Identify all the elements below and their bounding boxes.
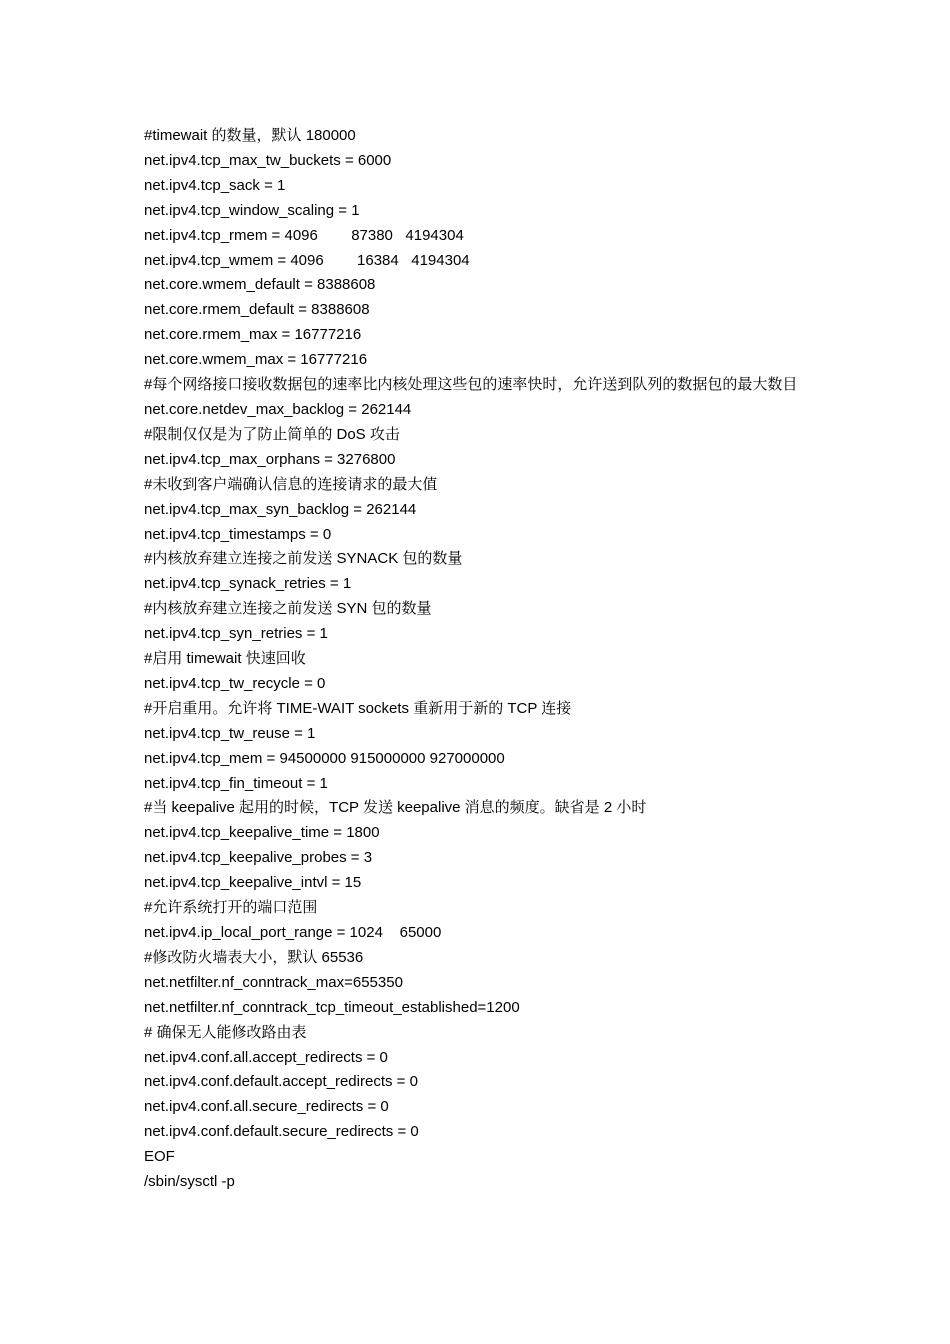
config-line: net.ipv4.tcp_sack = 1 — [144, 176, 286, 194]
config-line: net.ipv4.conf.default.accept_redirects = 0 — [144, 1073, 418, 1091]
config-line: net.core.rmem_default = 8388608 — [144, 301, 370, 319]
config-line: net.ipv4.tcp_keepalive_time = 1800 — [144, 824, 380, 842]
comment-line: #timewait 的数量，默认 180000 — [144, 127, 356, 144]
document-body — [144, 124, 816, 1195]
comment-line: # 确保无人能修改路由表 — [144, 1023, 307, 1041]
config-line: net.ipv4.tcp_fin_timeout = 1 — [144, 774, 328, 792]
comment-line: #限制仅仅是为了防止简单的 DoS 攻击 — [144, 425, 400, 443]
config-line: net.ipv4.conf.default.secure_redirects = 0 — [144, 1123, 419, 1141]
config-line: EOF — [144, 1148, 175, 1166]
config-line: net.ipv4.tcp_keepalive_probes = 3 — [144, 849, 373, 867]
config-line: net.ipv4.tcp_tw_recycle = 0 — [144, 674, 326, 692]
config-line: net.ipv4.tcp_max_syn_backlog = 262144 — [144, 500, 417, 518]
config-line: net.netfilter.nf_conntrack_max=655350 — [144, 973, 403, 991]
config-line: net.ipv4.conf.all.accept_redirects = 0 — [144, 1048, 388, 1066]
config-line: net.ipv4.tcp_syn_retries = 1 — [144, 625, 328, 643]
config-line: net.ipv4.tcp_rmem = 4096 87380 4194304 — [144, 226, 464, 244]
config-line: net.ipv4.tcp_window_scaling = 1 — [144, 201, 360, 219]
comment-line: #当 keepalive 起用的时候，TCP 发送 keepalive 消息的频度。缺省是 2 小时 — [144, 799, 647, 817]
config-line: net.ipv4.tcp_mem = 94500000 915000000 927000000 — [144, 749, 505, 767]
config-line: net.ipv4.tcp_synack_retries = 1 — [144, 575, 352, 593]
comment-line: #未收到客户端确认信息的连接请求的最大值 — [144, 475, 438, 493]
comment-line: #开启重用。允许将 TIME-WAIT sockets 重新用于新的 TCP 连接 — [144, 699, 572, 717]
comment-line: #启用 timewait 快速回收 — [144, 650, 306, 668]
config-line: net.ipv4.tcp_max_tw_buckets = 6000 — [144, 151, 392, 169]
comment-line: #每个网络接口接收数据包的速率比内核处理这些包的速率快时，允许送到队列的数据包的最大数目 — [144, 376, 798, 394]
config-line: net.ipv4.conf.all.secure_redirects = 0 — [144, 1098, 389, 1116]
config-line: net.ipv4.tcp_tw_reuse = 1 — [144, 724, 316, 742]
config-line: net.ipv4.tcp_max_orphans = 3276800 — [144, 450, 396, 468]
config-line: /sbin/sysctl -p — [144, 1173, 235, 1191]
comment-line: #内核放弃建立连接之前发送 SYNACK 包的数量 — [144, 550, 463, 568]
config-line: net.core.rmem_max = 16777216 — [144, 326, 362, 344]
comment-line: #内核放弃建立连接之前发送 SYN 包的数量 — [144, 600, 432, 618]
config-line: net.ipv4.tcp_keepalive_intvl = 15 — [144, 874, 362, 892]
config-line: net.core.netdev_max_backlog = 262144 — [144, 400, 412, 418]
config-line: net.core.wmem_max = 16777216 — [144, 351, 368, 369]
config-line: net.ipv4.tcp_timestamps = 0 — [144, 525, 332, 543]
config-line: net.netfilter.nf_conntrack_tcp_timeout_established=1200 — [144, 998, 520, 1016]
comment-line: #修改防火墙表大小，默认 65536 — [144, 948, 364, 966]
comment-line: #允许系统打开的端口范围 — [144, 899, 318, 917]
config-line: net.ipv4.tcp_wmem = 4096 16384 4194304 — [144, 251, 470, 269]
config-line: net.core.wmem_default = 8388608 — [144, 276, 376, 294]
config-line: net.ipv4.ip_local_port_range = 1024 65000 — [144, 924, 442, 941]
